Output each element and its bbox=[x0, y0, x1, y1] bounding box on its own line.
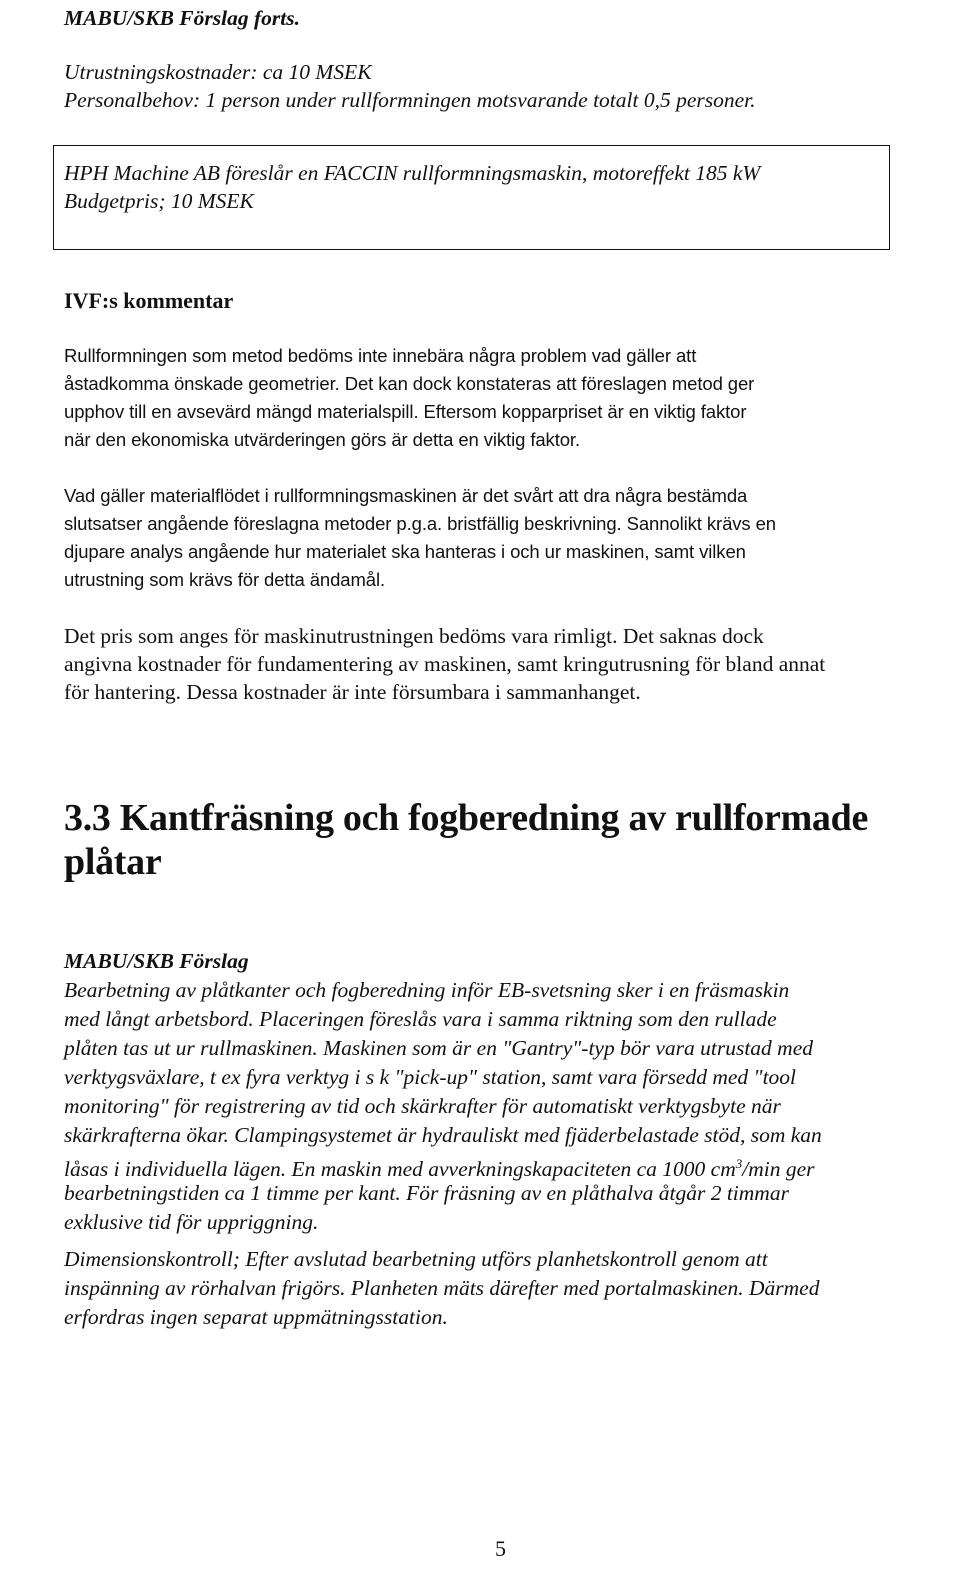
proposal-para1-line-1: Bearbetning av plåtkanter och fogberedning inför EB-svetsning sker i en fräsmaskin bbox=[64, 978, 790, 1002]
ivf-para1-line-3: upphov till en avsevärd mängd materialspill. Eftersom kopparpriset är en viktig faktor bbox=[64, 401, 747, 422]
staffing-line: Personalbehov: 1 person under rullformningen motsvarande totalt 0,5 personer. bbox=[64, 88, 756, 112]
ivf-para3-line-1: Det pris som anges för maskinutrustningen bedöms vara rimligt. Det saknas dock bbox=[64, 624, 764, 648]
proposal-para1-line-6: skärkrafterna ökar. Clampingsystemet är hydrauliskt med fjäderbelastade stöd, som kan bbox=[64, 1123, 822, 1147]
ivf-para1-line-2: åstadkomma önskade geometrier. Det kan dock konstateras att föreslagen metod ger bbox=[64, 373, 755, 394]
proposal-para1-line-5: monitoring" för registrering av tid och skärkrafter för automatiskt verktygsbyte när bbox=[64, 1094, 781, 1118]
ivf-para2-line-3: djupare analys angående hur materialet ska hanteras i och ur maskinen, samt vilken bbox=[64, 541, 746, 562]
proposal-para1-line-8: bearbetningstiden ca 1 timme per kant. För fräsning av en plåthalva åtgår 2 timmar bbox=[64, 1181, 789, 1205]
proposal-para1-line-9: exklusive tid för uppriggning. bbox=[64, 1210, 319, 1234]
proposal-para2-line-2: inspänning av rörhalvan frigörs. Planheten mäts därefter med portalmaskinen. Därmed bbox=[64, 1276, 820, 1300]
page-number: 5 bbox=[495, 1536, 506, 1561]
ivf-comment-heading: IVF:s kommentar bbox=[64, 288, 234, 313]
ivf-para2-line-1: Vad gäller materialflödet i rullformningsmaskinen är det svårt att dra några bestämda bbox=[64, 485, 748, 506]
proposal-para2-line-3: erfordras ingen separat uppmätningsstation. bbox=[64, 1305, 448, 1329]
proposal-para1-line-7-text: låsas i individuella lägen. En maskin med avverkningskapaciteten ca 1000 cm bbox=[64, 1157, 736, 1182]
proposal-para1-line-3: plåten tas ut ur rullmaskinen. Maskinen som är en "Gantry"-typ bör vara utrustad med bbox=[64, 1036, 813, 1060]
page-header-title: MABU/SKB Förslag forts. bbox=[64, 6, 300, 30]
cost-line: Utrustningskostnader: ca 10 MSEK bbox=[64, 60, 372, 84]
ivf-para3-line-2: angivna kostnader för fundamentering av maskinen, samt kringutrusning för bland annat bbox=[64, 652, 826, 676]
ivf-para1-line-1: Rullformningen som metod bedöms inte innebära några problem vad gäller att bbox=[64, 345, 697, 366]
ivf-para2-line-4: utrustning som krävs för detta ändamål. bbox=[64, 569, 386, 590]
ivf-para2-line-2: slutsatser angående föreslagna metoder p.g.a. bristfällig beskrivning. Sannolikt krävs en bbox=[64, 513, 776, 534]
proposal-para1-line-4: verktygsväxlare, t ex fyra verktyg i s k "pick-up" station, samt vara försedd med "tool bbox=[64, 1065, 797, 1089]
boxed-note-line-1: HPH Machine AB föreslår en FACCIN rullformningsmaskin, motoreffekt 185 kW bbox=[64, 161, 761, 185]
section-heading-line-1: 3.3 Kantfräsning och fogberedning av rullformade bbox=[64, 797, 869, 839]
section-heading-line-2: plåtar bbox=[64, 841, 162, 883]
superscript-exponent: 3 bbox=[735, 1156, 743, 1171]
boxed-note-line-2: Budgetpris; 10 MSEK bbox=[64, 189, 254, 213]
ivf-para3-line-3: för hantering. Dessa kostnader är inte försumbara i sammanhanget. bbox=[64, 680, 641, 704]
proposal-heading: MABU/SKB Förslag bbox=[64, 949, 249, 973]
proposal-para2-line-1: Dimensionskontroll; Efter avslutad bearbetning utförs planhetskontroll genom att bbox=[64, 1247, 768, 1271]
ivf-para1-line-4: när den ekonomiska utvärderingen görs är detta en viktig faktor. bbox=[64, 429, 581, 450]
proposal-para1-line-2: med långt arbetsbord. Placeringen föreslås vara i samma riktning som den rullade bbox=[64, 1007, 777, 1031]
proposal-para1-line-7-tail: /min ger bbox=[742, 1157, 815, 1182]
